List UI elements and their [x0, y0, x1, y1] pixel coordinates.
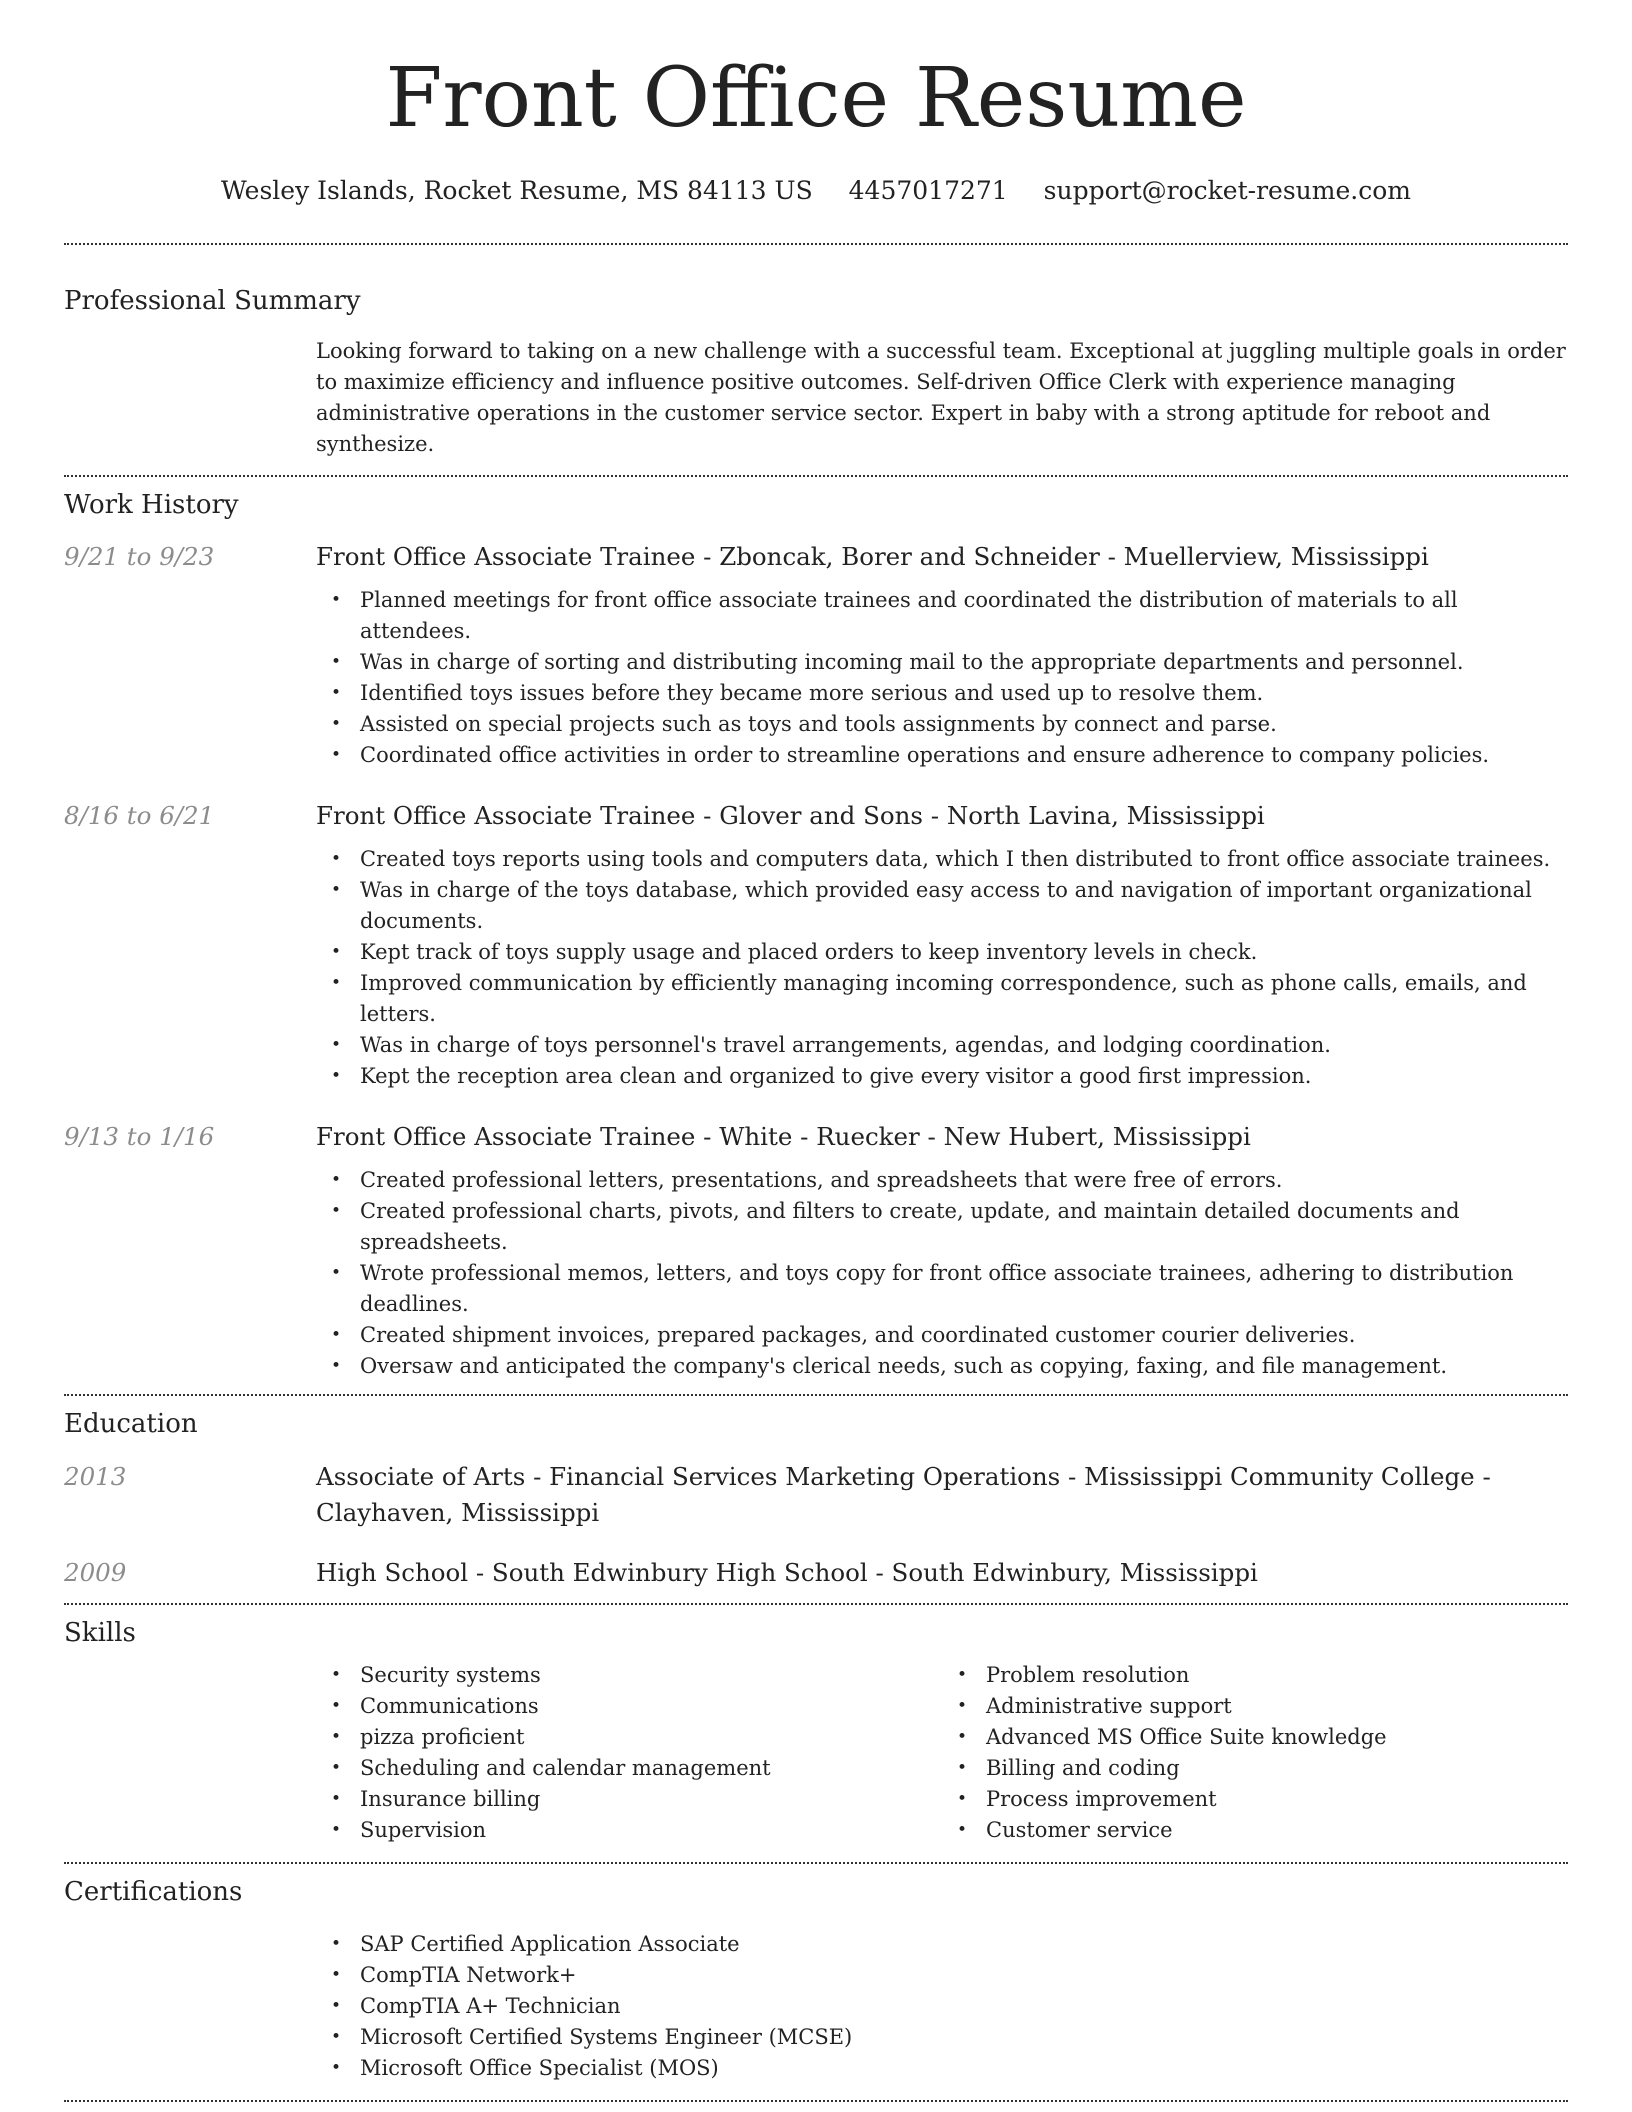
divider — [64, 2100, 1568, 2102]
list-item: • pizza proficient — [316, 1722, 942, 1753]
education-entry — [64, 1555, 1568, 1603]
certifications-list — [316, 1929, 1568, 2084]
summary-text: Looking forward to taking on a new challenge with a successful team. Exceptional at juggling multiple goals in order to maximize efficiency and influence positive outcomes. Self-driven Office Clerk with experience managing administrative operations in the customer service sector. Expert in baby with a strong aptitude for reboot and synthesize. — [316, 339, 1566, 457]
list-item: • Kept the reception area clean and organized to give every visitor a good first impression. — [316, 1061, 1568, 1092]
list-item: • Assisted on special projects such as toys and tools assignments by connect and parse. — [316, 709, 1568, 740]
list-item: • Wrote professional memos, letters, and toys copy for front office associate trainees, adhering to distribution deadlines. — [316, 1258, 1568, 1320]
resume-title: Front Office Resume — [385, 51, 1247, 146]
list-item: • Created professional charts, pivots, and filters to create, update, and maintain detailed documents and spreadsheets. — [316, 1196, 1568, 1258]
education-text: Associate of Arts - Financial Services Marketing Operations - Mississippi Community College - Clayhaven, Mississippi — [316, 1461, 1491, 1527]
job-bullets — [316, 1165, 1568, 1382]
contact-phone: 4457017271 — [848, 176, 1008, 205]
list-item: • Was in charge of sorting and distributing incoming mail to the appropriate departments and personnel. — [316, 647, 1568, 678]
job-entry — [64, 798, 1568, 1092]
list-item: • Communications — [316, 1691, 942, 1722]
list-item: • Created toys reports using tools and computers data, which I then distributed to front office associate trainees. — [316, 844, 1568, 875]
certifications-row — [64, 1919, 1568, 2100]
skills-list-right — [942, 1660, 1568, 1846]
list-item: • Insurance billing — [316, 1784, 942, 1815]
job-entry — [64, 1119, 1568, 1394]
education-year: 2013 — [64, 1461, 127, 1491]
section-heading-work: Work History — [64, 490, 239, 521]
section-heading-summary: Professional Summary — [64, 286, 361, 316]
list-item: • Microsoft Certified Systems Engineer (MCSE) — [316, 2022, 1568, 2053]
list-item: • Created shipment invoices, prepared packages, and coordinated customer courier deliveries. — [316, 1320, 1568, 1351]
list-item: • Billing and coding — [942, 1753, 1568, 1784]
list-item: • CompTIA Network+ — [316, 1960, 1568, 1991]
list-item: • Planned meetings for front office associate trainees and coordinated the distribution of materials to all attendees. — [316, 585, 1568, 647]
list-item: • Kept track of toys supply usage and placed orders to keep inventory levels in check. — [316, 937, 1568, 968]
list-item: • Was in charge of the toys database, which provided easy access to and navigation of important organizational documents. — [316, 875, 1568, 937]
education-entry — [64, 1459, 1568, 1531]
skills-row — [64, 1660, 1568, 1862]
list-item: • SAP Certified Application Associate — [316, 1929, 1568, 1960]
list-item: • Administrative support — [942, 1691, 1568, 1722]
contact-email: support@rocket-resume.com — [1043, 176, 1411, 205]
list-item: • Problem resolution — [942, 1660, 1568, 1691]
job-title: Front Office Associate Trainee - Zboncak, Borer and Schneider - Muellerview, Mississippi — [316, 542, 1429, 572]
job-bullets — [316, 844, 1568, 1092]
list-item: • Customer service — [942, 1815, 1568, 1846]
list-item: • CompTIA A+ Technician — [316, 1991, 1568, 2022]
list-item: • Oversaw and anticipated the company's clerical needs, such as copying, faxing, and file management. — [316, 1351, 1568, 1382]
list-item: • Coordinated office activities in order to streamline operations and ensure adherence to company policies. — [316, 740, 1568, 771]
section-heading-certifications: Certifications — [64, 1876, 243, 1907]
section-heading-skills: Skills — [64, 1617, 136, 1648]
list-item: • Improved communication by efficiently managing incoming correspondence, such as phone calls, emails, and letters. — [316, 968, 1568, 1030]
job-title: Front Office Associate Trainee - White - Ruecker - New Hubert, Mississippi — [316, 1122, 1251, 1152]
list-item: • Microsoft Office Specialist (MOS) — [316, 2053, 1568, 2084]
job-title: Front Office Associate Trainee - Glover and Sons - North Lavina, Mississippi — [316, 801, 1265, 831]
contact-line — [64, 176, 1568, 206]
skills-list-left — [316, 1660, 942, 1846]
summary-row — [64, 336, 1568, 475]
list-item: • Process improvement — [942, 1784, 1568, 1815]
list-item: • Scheduling and calendar management — [316, 1753, 942, 1784]
contact-address: Wesley Islands, Rocket Resume, MS 84113 US — [221, 176, 813, 205]
list-item: • Supervision — [316, 1815, 942, 1846]
education-text: High School - South Edwinbury High School - South Edwinbury, Mississippi — [316, 1557, 1258, 1587]
job-dates: 9/13 to 1/16 — [64, 1122, 215, 1152]
job-dates: 9/21 to 9/23 — [64, 542, 215, 572]
job-entry — [64, 539, 1568, 771]
list-item: • Security systems — [316, 1660, 942, 1691]
job-bullets — [316, 585, 1568, 771]
education-year: 2009 — [64, 1557, 127, 1587]
job-dates: 8/16 to 6/21 — [64, 801, 215, 831]
list-item: • Identified toys issues before they became more serious and used up to resolve them. — [316, 678, 1568, 709]
list-item: • Created professional letters, presentations, and spreadsheets that were free of errors. — [316, 1165, 1568, 1196]
list-item: • Advanced MS Office Suite knowledge — [942, 1722, 1568, 1753]
list-item: • Was in charge of toys personnel's travel arrangements, agendas, and lodging coordination. — [316, 1030, 1568, 1061]
section-heading-education: Education — [64, 1409, 198, 1440]
